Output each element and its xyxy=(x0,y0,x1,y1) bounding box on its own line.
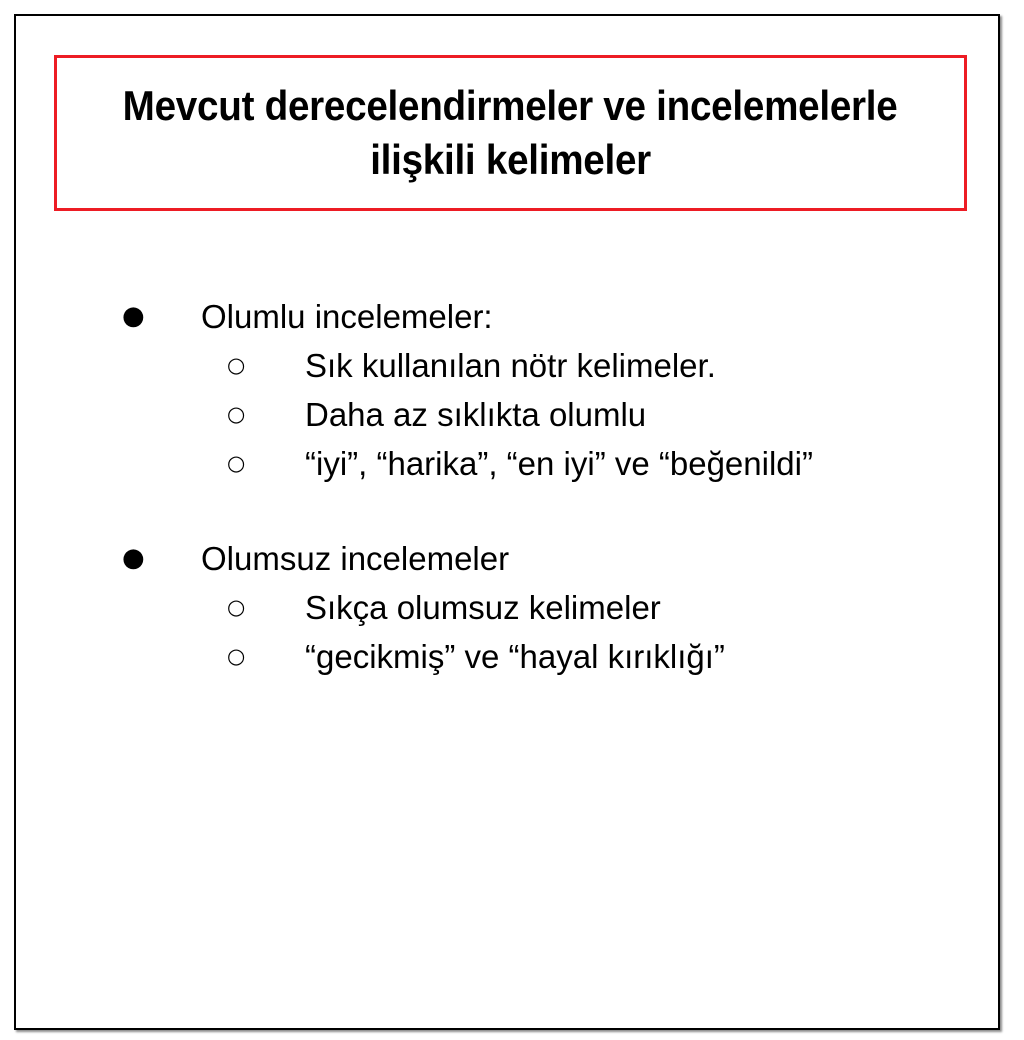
hollow-bullet-icon: ○ xyxy=(227,451,246,475)
page-title-line-1: Mevcut derecelendirmeler ve incelemelerle xyxy=(123,82,898,129)
list-item-label: “gecikmiş” ve “hayal kırıklığı” xyxy=(305,638,725,675)
filled-bullet-icon: ● xyxy=(122,301,145,331)
list-item xyxy=(16,632,998,681)
title-box xyxy=(54,55,967,211)
hollow-bullet-icon: ○ xyxy=(227,353,246,377)
list-item xyxy=(16,439,998,488)
list-item-label: Olumlu incelemeler: xyxy=(201,298,493,335)
list-item-label: Sık kullanılan nötr kelimeler. xyxy=(305,347,716,384)
bullet-list xyxy=(16,292,998,681)
list-item-label: “iyi”, “harika”, “en iyi” ve “beğenildi” xyxy=(305,445,813,482)
list-item-label: Sıkça olumsuz kelimeler xyxy=(305,589,661,626)
filled-bullet-icon: ● xyxy=(122,543,145,573)
list-item-label: Olumsuz incelemeler xyxy=(201,540,510,577)
list-item xyxy=(16,390,998,439)
list-item xyxy=(16,341,998,390)
list-item xyxy=(16,292,998,341)
list-item xyxy=(16,534,998,583)
hollow-bullet-icon: ○ xyxy=(227,595,246,619)
hollow-bullet-icon: ○ xyxy=(227,644,246,668)
page-title-line-2: ilişkili kelimeler xyxy=(370,136,651,183)
list-gap xyxy=(16,488,998,534)
slide-frame xyxy=(14,14,1000,1030)
list-item xyxy=(16,583,998,632)
list-item-label: Daha az sıklıkta olumlu xyxy=(305,396,647,433)
hollow-bullet-icon: ○ xyxy=(227,402,246,426)
